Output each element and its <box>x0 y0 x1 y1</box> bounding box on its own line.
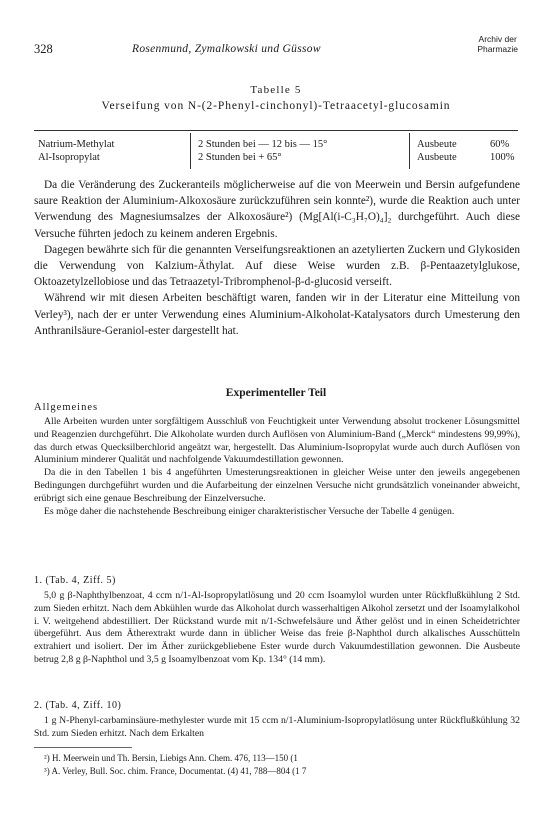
table-cell-conditions: 2 Stunden bei — 12 bis — 15° <box>198 139 328 150</box>
table-cell-reagent: Natrium-Methylat <box>38 139 115 150</box>
table-cell-yield-value: 100% <box>490 152 515 163</box>
table-row <box>34 138 518 151</box>
section-heading: Experimenteller Teil <box>225 387 327 399</box>
paragraph: 5,0 g β-Naphthylbenzoat, 4 ccm n/1-Al-Isopropylatlösung und 20 ccm Isoamylol wurden unter Rückflußkühlung 2 Std. zum Sieden erhitzt. Nach dem Abkühlen wurde das Alkoholat durch wasserhaltigen Alkohol zersetzt und der Isoamylalkohol i. V. weitgehend abdestilliert. Der Rückstand wurde mit n/1-Schwefelsäure und Äther gelöst und in einen Scheidetrichter übergeführt. Aus dem Ätherextrakt wurde dann in üblicher Weise das freie β-Naphthol durch alkalisches Ausschütteln extrahiert und isoliert. Der im Äther zurückgebliebene Ester wurde durch Vakuumdestillation gewonnen. Die Ausbeute betrug 2,8 g β-Naphthol und 3,5 g Isoamylbenzoat vom Kp. 134° (14 mm). <box>34 590 520 665</box>
running-title: Rosenmund, Zymalkowski und Güssow <box>132 43 321 55</box>
table-cell-yield-value: 60% <box>490 139 510 150</box>
paragraph: Während wir mit diesen Arbeiten beschäftigt waren, fanden wir in der Literatur eine Mitteilung von Verley³), nach der er unter Verwendung eines Aluminium-Alkoholat-Katalysators durch Umesterung den Anthranilsäure-Geraniol-ester dargestellt hat. <box>34 292 520 337</box>
journal-name <box>477 34 518 54</box>
footnote: ³) A. Verley, Bull. Soc. chim. France, Documentat. (4) 41, 788—804 (1 7 <box>44 766 307 776</box>
page-header <box>24 28 518 58</box>
table-title: Verseifung von N-(2-Phenyl-cinchonyl)-Tetraacetyl-glucosamin <box>101 100 451 112</box>
procedure-label: 2. (Tab. 4, Ziff. 10) <box>34 700 122 711</box>
paragraph: 1 g N-Phenyl-carbaminsäure-methylester wurde mit 15 ccm n/1-Aluminium-Isopropylatlösung unter Rückflußkühlung 32 Std. zum Sieden erhitzt. Nach dem Erkalten <box>34 715 520 739</box>
paragraph: Da die in den Tabellen 1 bis 4 angeführten Umesterungsreaktionen in gleicher Weise unter den jeweils angegebenen Bedingungen durchgeführt wurden und die Aufarbeitung der einzelnen Versuche nicht grundsätzlich voneinander abweicht, erübrigt sich eine genaue Beschreibung der Einzelversuche. <box>34 467 520 504</box>
procedure-text <box>34 590 520 667</box>
table-cell-reagent: Al-Isopropylat <box>38 152 100 163</box>
paragraph: Dagegen bewährte sich für die genannten Verseifungsreaktionen an azetylierten Zuckern und Glykosiden die Verwendung von Kalzium-Äthylat. Auf diese Weise wurden z.B. β-Pentaazetylglukose, Oktoazetylzellobiose und das Tetraazetyl-Tribromphenol-β-d-glucosid verseift. <box>34 243 520 289</box>
page-number: 328 <box>34 42 53 56</box>
footnote-rule <box>34 747 132 748</box>
table-cell-yield-label: Ausbeute <box>417 139 457 150</box>
paragraph: Es möge daher die nachstehende Beschreibung einiger charakteristischer Versuche der Tabelle 4 genügen. <box>44 505 455 517</box>
general-text <box>34 416 520 518</box>
procedure-label: 1. (Tab. 4, Ziff. 5) <box>34 575 116 586</box>
paragraph: Da die Veränderung des Zuckeranteils möglicherweise auf die von Meerwein und Bersin aufgefundene saure Reaktion der Aluminium-Alkoxosäure zurückzuführen sein konnte²), wurde die Reaktion auch unter Verwendung des Magnesiumsalzes der Alkoxosäure²) (Mg[Al(i-C₃H₇O)₄]₂ durchgeführt. Auch diese Versuche führten jedoch zu keinem anderen Ergebnis. <box>34 179 520 240</box>
results-table <box>34 138 518 164</box>
footnote: ²) H. Meerwein und Th. Bersin, Liebigs Ann. Chem. 476, 113—150 (1 <box>44 753 298 763</box>
table-cell-conditions: 2 Stunden bei + 65° <box>198 152 282 163</box>
intro-text <box>34 177 520 339</box>
paragraph: Alle Arbeiten wurden unter sorgfältigem Ausschluß von Feuchtigkeit unter Verwendung absolut trockener Lösungsmittel und Reagenzien durchgeführt. Die Alkoholate wurden durch Auflösen von Aluminium-Band („Merck“ mindestens 99,99%), das durch etwas Quecksilberchlorid angeätzt war, hergestellt. Das Aluminium-Isopropylat wurde auch durch Auflösen von Aluminium minderer Qualität und nachfolgende Vakuumdestillation gewonnen. <box>34 416 520 466</box>
journal-line-2: Pharmazie <box>477 44 518 54</box>
journal-line-1: Archiv der <box>478 34 517 44</box>
table-row <box>34 151 518 164</box>
procedure-text <box>34 715 520 741</box>
table-top-rule <box>34 130 518 131</box>
table-cell-yield-label: Ausbeute <box>417 152 457 163</box>
subsection-label: Allgemeines <box>34 402 99 413</box>
table-caption: Tabelle 5 <box>250 84 302 96</box>
